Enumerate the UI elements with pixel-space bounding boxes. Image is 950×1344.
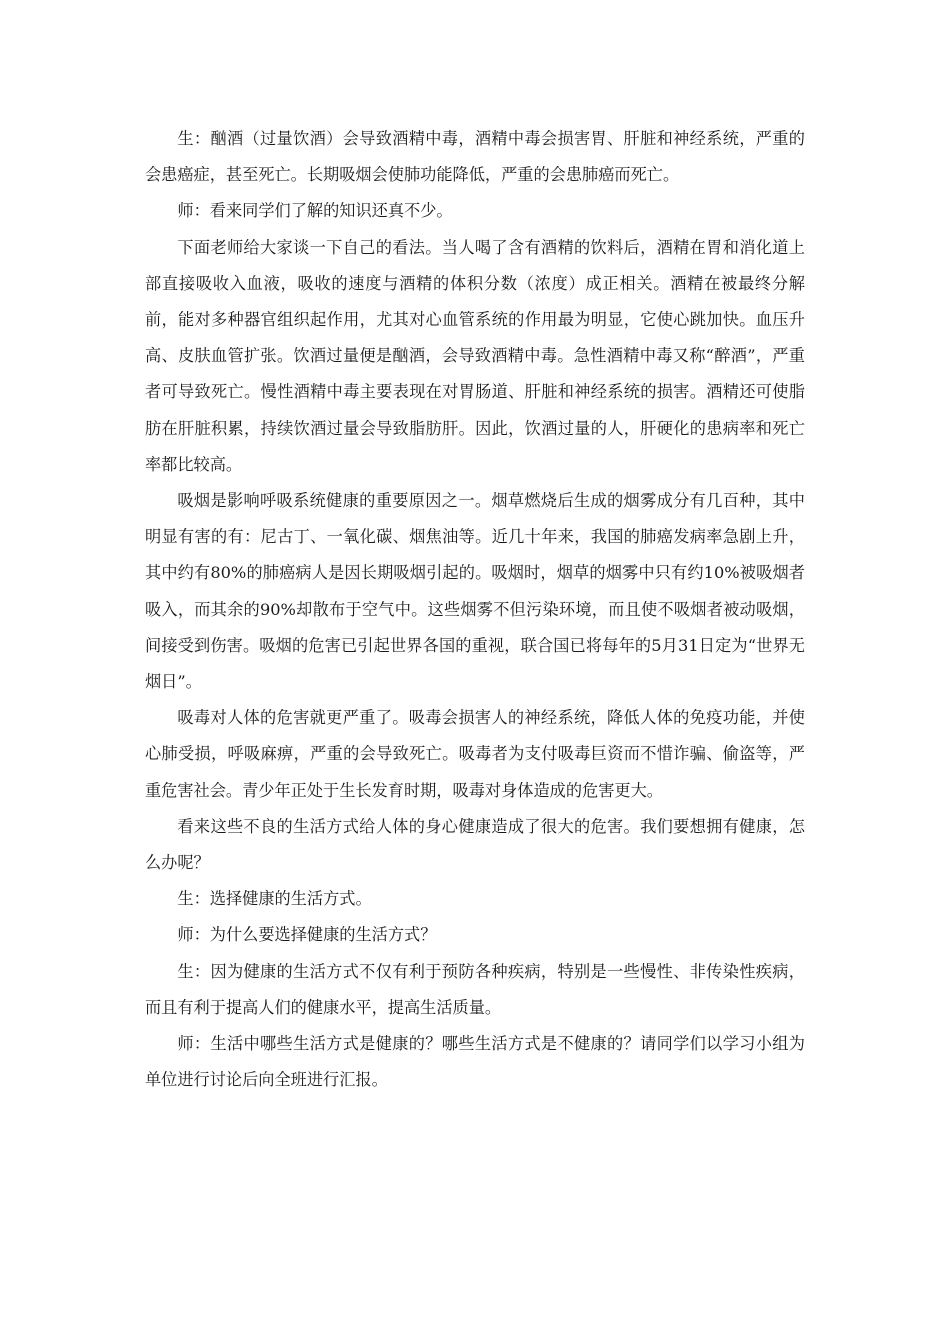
paragraph-question-health: 看来这些不良的生活方式给人体的身心健康造成了很大的危害。我们要想拥有健康，怎么办呢？ (145, 816, 805, 873)
paragraph-teacher-comment: 师：看来同学们了解的知识还真不少。 (177, 201, 453, 221)
paragraph-teacher-group-discussion: 师：生活中哪些生活方式是健康的？哪些生活方式是不健康的？请同学们以学习小组为单位进行讨论后向全班进行汇报。 (145, 1034, 805, 1090)
paragraph-alcohol-harm: 下面老师给大家谈一下自己的看法。当人喝了含有酒精的饮料后，酒精在胃和消化道上部直接吸收入血液，吸收的速度与酒精的体积分数（浓度）成正相关。酒精在被最终分解前，能对多种器官组织起作用，尤其对心血管系统的作用最为明显，它使心跳加快。血压升高、皮肤血管扩张。饮酒过量便是酗酒，会导致酒精中毒。急性酒精中毒又称“醉酒”，严重者可导致死亡。慢性酒精中毒主要表现在对胃肠道、肝脏和神经系统的损害。酒精还可使脂肪在肝脏积累，持续饮酒过量会导致脂肪肝。因此，饮酒过量的人，肝硬化的患病率和死亡率都比较高。 (145, 237, 805, 474)
document-body (145, 121, 805, 1098)
paragraph-smoking-harm: 吸烟是影响呼吸系统健康的重要原因之一。烟草燃烧后生成的烟雾成分有几百种，其中明显有害的有：尼古丁、一氧化碳、烟焦油等。近几十年来，我国的肺癌发病率急剧上升，其中约有80%的肺癌病人是因长期吸烟引起的。吸烟时，烟草的烟雾中只有约10%被吸烟者吸入，而其余的90%却散布于空气中。这些烟雾不但污染环境，而且使不吸烟者被动吸烟，间接受到伤害。吸烟的危害已引起世界各国的重视，联合国已将每年的5月31日定为“世界无烟日”。 (145, 491, 805, 692)
paragraph-student-answer-alcohol-smoking: 生：酗酒（过量饮酒）会导致酒精中毒，酒精中毒会损害胃、肝脏和神经系统，严重的会患癌症，甚至死亡。长期吸烟会使肺功能降低，严重的会患肺癌而死亡。 (145, 129, 805, 185)
paragraph-student-reason: 生：因为健康的生活方式不仅有利于预防各种疾病，特别是一些慢性、非传染性疾病，而且有利于提高人们的健康水平，提高生活质量。 (145, 961, 805, 1017)
paragraph-student-healthy-lifestyle: 生：选择健康的生活方式。 (177, 889, 372, 909)
paragraph-drug-harm: 吸毒对人体的危害就更严重了。吸毒会损害人的神经系统，降低人体的免疫功能，并使心肺受损，呼吸麻痹，严重的会导致死亡。吸毒者为支付吸毒巨资而不惜诈骗、偷盗等，严重危害社会。青少年正处于生长发育时期，吸毒对身体造成的危害更大。 (145, 708, 805, 800)
paragraph-teacher-why: 师：为什么要选择健康的生活方式？ (177, 925, 437, 945)
